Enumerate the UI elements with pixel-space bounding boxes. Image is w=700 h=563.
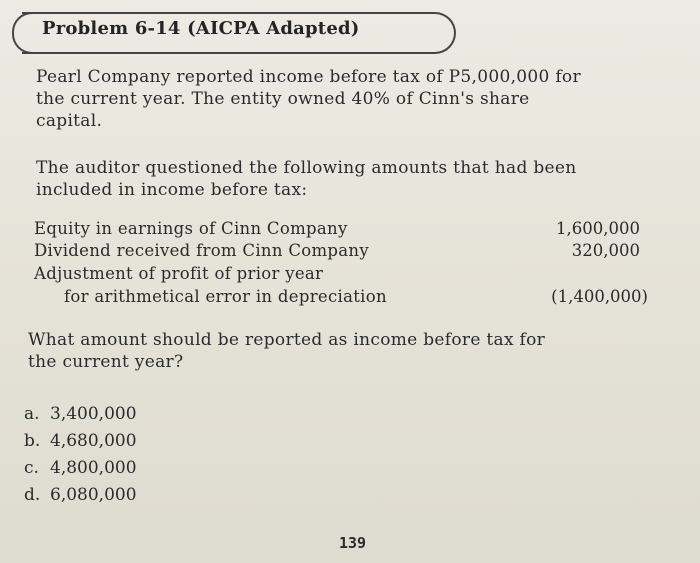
auditor-statement (36, 157, 656, 201)
item-amount: 1,600,000 (556, 219, 640, 238)
option-letter: b. (24, 431, 41, 451)
intro-line: Pearl Company reported income before tax of P5,000,000 for (36, 67, 581, 87)
option-value: 6,080,000 (50, 485, 137, 505)
option-letter: a. (24, 404, 40, 424)
answer-option (24, 485, 137, 505)
question-line: What amount should be reported as income before tax for (28, 330, 546, 350)
answer-option (24, 431, 137, 451)
question-line: the current year? (28, 352, 184, 372)
auditor-line: The auditor questioned the following amounts that had been (36, 158, 577, 178)
answer-option (24, 404, 137, 424)
page-number: 139 (339, 534, 367, 552)
item-label: for arithmetical error in depreciation (64, 287, 387, 306)
option-value: 4,800,000 (50, 458, 137, 478)
item-label: Dividend received from Cinn Company (34, 241, 369, 260)
item-amount: (1,400,000) (551, 287, 648, 306)
question-text (28, 329, 668, 373)
problem-title: Problem 6-14 (AICPA Adapted) (42, 18, 360, 39)
option-value: 3,400,000 (50, 404, 137, 424)
item-label: Adjustment of profit of prior year (34, 264, 324, 283)
option-letter: d. (24, 485, 41, 505)
item-amount: 320,000 (571, 241, 640, 260)
option-value: 4,680,000 (50, 431, 137, 451)
answer-option (24, 458, 137, 478)
item-label: Equity in earnings of Cinn Company (34, 219, 348, 238)
problem-intro (36, 66, 656, 132)
intro-line: capital. (36, 111, 103, 131)
auditor-line: included in income before tax: (36, 180, 308, 200)
intro-line: the current year. The entity owned 40% of Cinn's share (36, 89, 530, 109)
option-letter: c. (24, 458, 39, 478)
